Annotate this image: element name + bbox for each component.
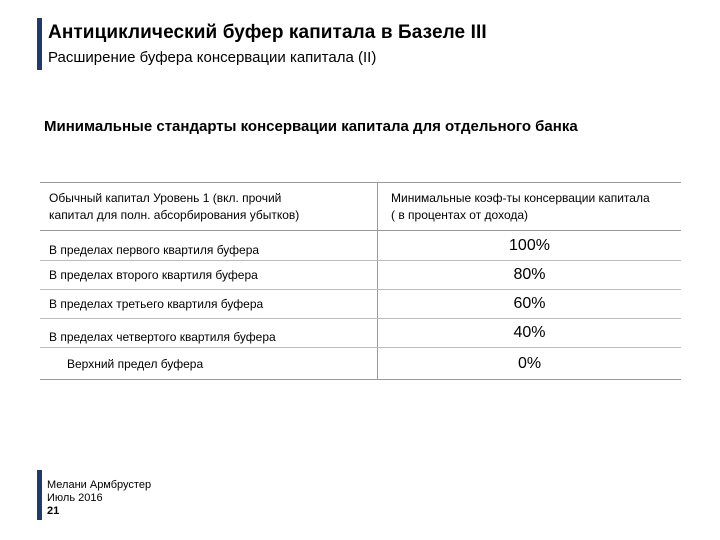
- row-value: 40%: [378, 319, 682, 348]
- header-cell-cet1: [40, 183, 378, 231]
- footer-date: Июль 2016: [47, 492, 103, 504]
- page-subtitle: Расширение буфера консервации капитала (II): [48, 49, 377, 66]
- footer-author: Мелани Армбрустер: [47, 479, 152, 491]
- row-label: Верхний предел буфера: [40, 348, 378, 380]
- table-header-row: [40, 183, 681, 231]
- row-value: 60%: [378, 290, 682, 319]
- section-heading: Минимальные стандарты консервации капитала для отдельного банка: [44, 118, 578, 135]
- header-ratio-line1: Минимальные коэф-ты консервации капитала: [391, 190, 650, 205]
- row-value: 80%: [378, 261, 682, 290]
- table-row: [40, 261, 681, 290]
- row-label: В пределах первого квартиля буфера: [40, 231, 378, 261]
- footer: [47, 479, 151, 518]
- header-cet1-line1: Обычный капитал Уровень 1 (вкл. прочий: [49, 190, 282, 205]
- row-value: 100%: [378, 231, 682, 261]
- table-row: [40, 348, 681, 380]
- table-row: [40, 231, 681, 261]
- header-ratio-line2: ( в процентах от дохода): [391, 207, 529, 222]
- footer-accent-bar: [37, 470, 42, 520]
- page-title: Антициклический буфер капитала в Базеле III: [48, 22, 487, 43]
- header-cell-ratio: [378, 183, 682, 231]
- table-row: [40, 319, 681, 348]
- page-number: 21: [47, 505, 60, 517]
- title-accent-bar: [37, 18, 42, 70]
- row-label: В пределах второго квартиля буфера: [40, 261, 378, 290]
- header-cet1-line2: капитал для полн. абсорбирования убытков): [49, 207, 300, 222]
- row-label: В пределах четвертого квартиля буфера: [40, 319, 378, 348]
- row-label: В пределах третьего квартиля буфера: [40, 290, 378, 319]
- table-row: [40, 290, 681, 319]
- conservation-buffer-table: [40, 182, 681, 380]
- row-value: 0%: [378, 348, 682, 380]
